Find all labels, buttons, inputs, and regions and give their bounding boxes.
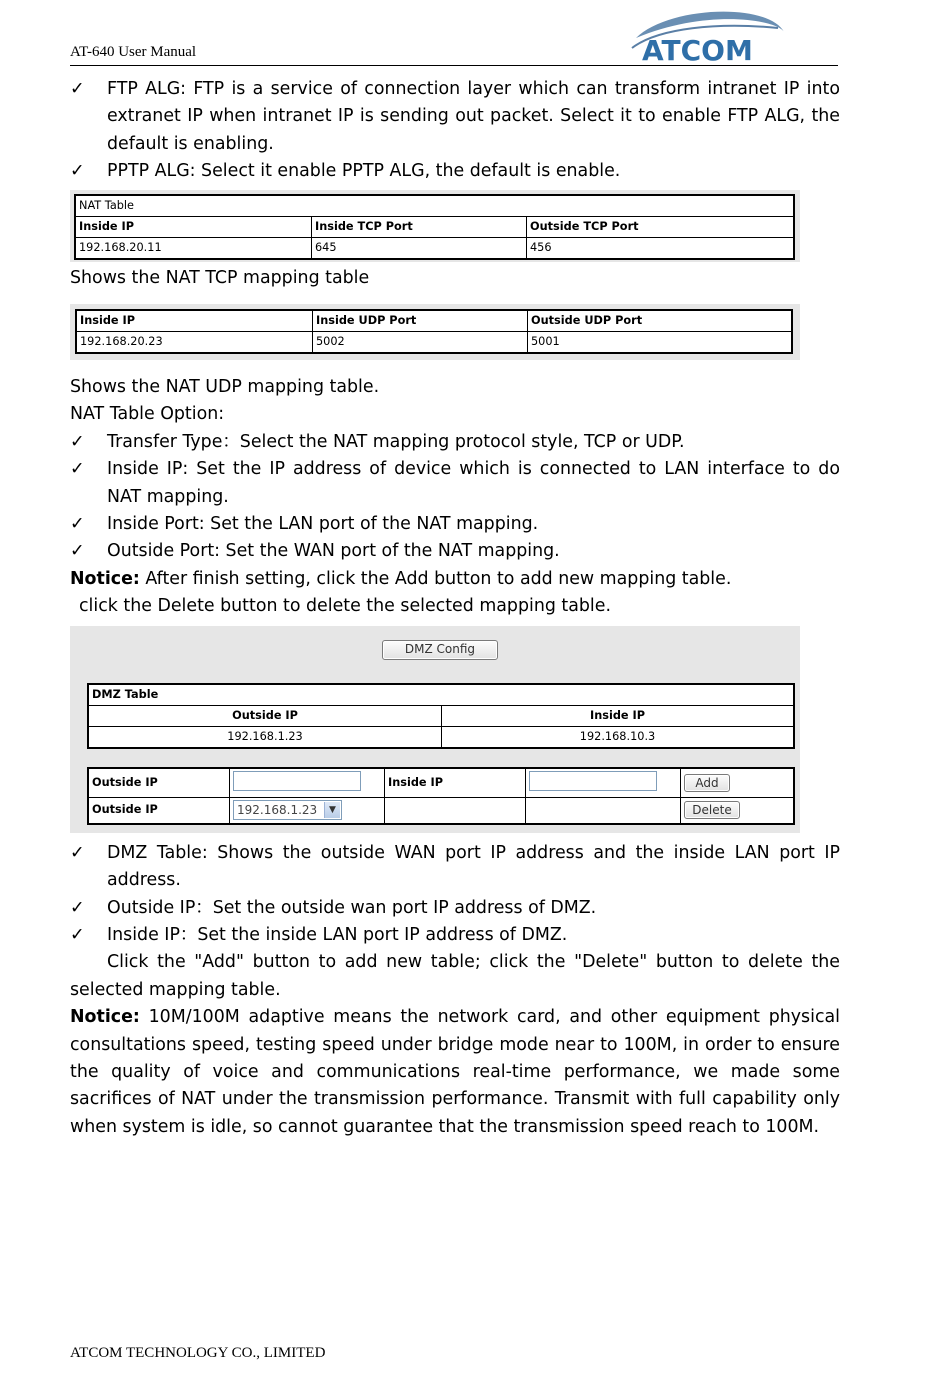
check-icon: ✓ <box>70 79 85 99</box>
nat-table-caption: NAT Table <box>75 195 794 217</box>
dmz-form-table <box>87 767 795 826</box>
col-header-inside-tcp-port: Inside TCP Port <box>312 216 527 237</box>
cell-outside-ip: 192.168.1.23 <box>88 726 442 748</box>
bullet-text: Outside Port: Set the WAN port of the NAT mapping. <box>107 541 560 562</box>
notice-text: After finish setting, click the Add button to add new mapping table. <box>139 568 732 589</box>
bullet-inside-ip <box>70 456 840 511</box>
body-content <box>70 76 840 1141</box>
col-header-outside-ip: Outside IP <box>88 705 442 726</box>
check-icon: ✓ <box>70 924 85 945</box>
notice-add <box>70 566 840 593</box>
bullet-text: Inside IP: Set the IP address of device which is connected to LAN interface to do NAT mapping. <box>107 459 840 507</box>
bullet-ftp-alg <box>70 76 840 158</box>
dmz-config-button[interactable]: DMZ Config <box>382 640 498 660</box>
bullet-text: Inside IP：Set the inside LAN port IP address of DMZ. <box>107 924 568 945</box>
dmz-table-caption: DMZ Table <box>88 684 794 706</box>
cell-inside-udp-port: 5002 <box>313 332 528 354</box>
header-rule <box>70 65 838 66</box>
delete-button[interactable]: Delete <box>684 801 740 819</box>
inside-ip-input[interactable] <box>529 771 657 791</box>
outside-ip-input[interactable] <box>233 771 361 791</box>
check-icon: ✓ <box>70 459 85 480</box>
nat-udp-description: Shows the NAT UDP mapping table. <box>70 377 380 398</box>
bullet-text: Inside Port: Set the LAN port of the NAT mapping. <box>107 514 539 535</box>
bullet-dmz-inside-ip <box>70 922 840 949</box>
col-header-inside-ip: Inside IP <box>442 705 795 726</box>
bullet-dmz-outside-ip <box>70 895 840 922</box>
bullet-text: Transfer Type：Select the NAT mapping protocol style, TCP or UDP. <box>107 431 685 452</box>
cell-inside-ip: 192.168.20.11 <box>75 237 312 259</box>
chevron-down-icon[interactable]: ▼ <box>324 802 340 818</box>
bullet-text: DMZ Table: Shows the outside WAN port IP address and the inside LAN port IP address. <box>107 842 840 891</box>
table-row[interactable] <box>75 237 794 259</box>
cell-outside-udp-port: 5001 <box>528 332 793 354</box>
table-row[interactable] <box>88 726 794 748</box>
table-row[interactable] <box>76 332 792 354</box>
nat-option-title: NAT Table Option: <box>70 404 225 425</box>
click-instructions: Click the "Add" button to add new table; click the "Delete" button to delete the selected mapping table. <box>70 952 840 1000</box>
add-button[interactable]: Add <box>684 774 730 792</box>
bullet-text: Outside IP：Set the outside wan port IP address of DMZ. <box>107 897 597 918</box>
notice-delete-line: click the Delete button to delete the selected mapping table. <box>79 596 611 617</box>
inside-ip-label: Inside IP <box>385 768 526 798</box>
logo-text: ATCOM <box>642 34 753 64</box>
bullet-text: PPTP ALG: Select it enable PPTP ALG, the default is enable. <box>107 161 621 182</box>
bullet-inside-port <box>70 511 840 538</box>
check-icon: ✓ <box>70 431 85 452</box>
cell-inside-ip: 192.168.10.3 <box>442 726 795 748</box>
col-header-inside-ip: Inside IP <box>76 310 313 332</box>
nat-tcp-description: Shows the NAT TCP mapping table <box>70 267 370 288</box>
check-icon: ✓ <box>70 161 85 182</box>
check-icon: ✓ <box>70 514 85 535</box>
cell-outside-tcp-port: 456 <box>527 237 795 259</box>
outside-ip-select-label: Outside IP <box>88 797 230 824</box>
notice-text: 10M/100M adaptive means the network card, and other equipment physical consultations speed, testing speed under bridge mode near to 100M, in order to ensure the quality of voice and communications real-time performance, we made some sacrifices of NAT under the transmission performance. Transmit with full capability only when system is idle, so cannot guarantee that the transmission speed reach to 100M. <box>70 1007 840 1137</box>
col-header-inside-ip: Inside IP <box>75 216 312 237</box>
col-header-outside-udp-port: Outside UDP Port <box>528 310 793 332</box>
cell-inside-ip: 192.168.20.23 <box>76 332 313 354</box>
footer-company: ATCOM TECHNOLOGY CO., LIMITED <box>70 1345 326 1361</box>
check-icon: ✓ <box>70 842 85 863</box>
bullet-pptp-alg <box>70 158 840 185</box>
check-icon: ✓ <box>70 897 85 918</box>
notice-label: Notice: <box>70 568 140 589</box>
notice-adaptive <box>70 1004 840 1141</box>
col-header-outside-tcp-port: Outside TCP Port <box>527 216 795 237</box>
select-value: 192.168.1.23 <box>237 803 318 818</box>
outside-ip-select[interactable] <box>233 800 342 820</box>
cell-inside-tcp-port: 645 <box>312 237 527 259</box>
bullet-text: FTP ALG: FTP is a service of connection layer which can transform intranet IP into extranet IP when intranet IP is sending out packet. Select it to enable FTP ALG, the default is enabling. <box>107 79 840 154</box>
bullet-outside-port <box>70 538 840 565</box>
bullet-transfer-type <box>70 429 840 456</box>
dmz-screenshot <box>70 626 800 833</box>
atcom-logo <box>628 8 788 64</box>
nat-tcp-table <box>74 194 795 260</box>
header-title: AT-640 User Manual <box>70 44 197 60</box>
check-icon: ✓ <box>70 541 85 562</box>
nat-udp-table <box>75 309 793 354</box>
nat-udp-screenshot <box>70 304 800 360</box>
dmz-table <box>87 683 795 749</box>
outside-ip-label: Outside IP <box>88 768 230 798</box>
col-header-inside-udp-port: Inside UDP Port <box>313 310 528 332</box>
nat-tcp-screenshot <box>70 190 800 262</box>
bullet-dmz-table <box>70 840 840 895</box>
notice-label: Notice: <box>70 1007 140 1028</box>
